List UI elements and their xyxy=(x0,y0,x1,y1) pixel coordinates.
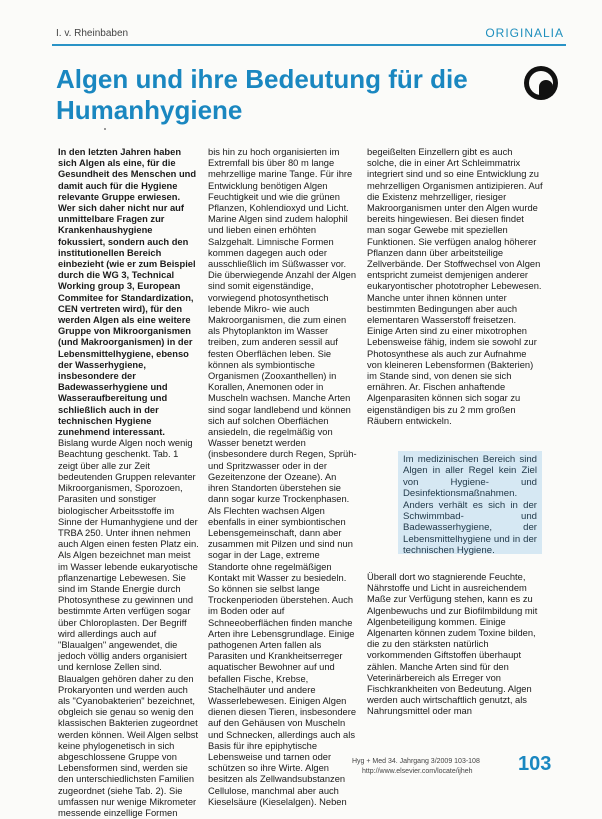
pull-quote-box: Im medizinischen Bereich sind Algen in aller Regel kein Ziel von Hygiene- und Desinfektionsmaßnahmen. Anders verhält es sich in der Schwimmbad- und Badewasserhygiene, der Lebensmittelhygiene und in der technischen Hygiene. xyxy=(398,451,542,554)
header-rule xyxy=(52,44,566,46)
running-author: I. v. Rheinbaben xyxy=(56,28,129,39)
decorative-dot xyxy=(104,128,106,130)
column-3-continued xyxy=(367,572,543,768)
footer-journal-citation: Hyg + Med 34. Jahrgang 3/2009 103-108 xyxy=(352,758,480,765)
body-paragraph: bis hin zu hoch organisierten im Extremfall bis über 80 m lange mehrzellige marine Tange. Für ihre Entwicklung benötigen Algen Feuchtigkeit und wie die grünen Pflanzen, Kohlendioxyd und Licht. Marine Algen sind zudem halophil und lieben einen erhöhten Salzgehalt. Limnische Formen kommen dagegen auch oder ausschließlich im Süßwasser vor. Die überwiegende Anzahl der Algen sind somit eigenständige, vorwiegend photosynthetisch lebende Mikro- wie auch Makroorganismen, die zum einen als Phytoplankton im Wasser treiben, zum anderen sessil auf festen Oberflächen leben. Sie können als symbiontische Organismen (Zooxanthellen) in Korallen, Anemonen oder in Muscheln wachsen. Manche Arten sind sogar landlebend und können sich auf solchen Oberflächen ansiedeln, die regelmäßig von Wasser benetzt werden (insbesondere durch Regen, Sprüh- und Spritzwasser oder in der Gezeitenzone der Ozeane). An ihren Standorten überstehen sie dann sogar kurze Trockenphasen. Als Flechten wachsen Algen ebenfalls in einer symbiontischen Lebensgemeinschaft, dann aber zusammen mit Pilzen und sind nun sogar in der Lage, extreme Standorte ohne regelmäßigen Kontakt mit Wasser zu besiedeln. So können sie selbst lange Trockenperioden überstehen. Auch im Boden oder auf Schneeoberflächen finden manche Arten ihre Lebensgrundlage. Einige pathogenen Arten fallen als Parasiten und Krankheitserreger aquatischer Bewohner auf und befallen Fische, Krebse, Stachelhäuter und andere Wasserlebewesen. Einigen Algen dienen diesen Tieren, insbesondere auf den Gehäusen von Muscheln und Schnecken, allerdings auch als Basis für ihre epiphytische Lebensweise und tarnen oder schützen so ihre Wirte. Algen besitzen als Zellwandsubstanzen Cellulose, manchmal aber auch Kieselsäure (Kieselalgen). Neben xyxy=(208,147,357,807)
journal-seal-icon xyxy=(524,66,558,100)
column-3 xyxy=(367,147,543,467)
column-2 xyxy=(208,147,358,807)
footer-url: http://www.elsevier.com/locate/ijheh xyxy=(362,768,473,775)
body-paragraph: Bislang wurde Algen noch wenig Beachtung geschenkt. Tab. 1 zeigt über alle zur Zeit bedeutenden Gruppen relevanter Mikroorganismen, Sporozoen, Parasiten und sonstiger biologischer Arbeitsstoffe im Sinne der Humanhygiene und der TRBA 250. Unter ihnen nehmen auch Algen einen festen Platz ein. Als Algen bezeichnet man meist im Wasser lebende eukaryotische pflanzenartige Lebewesen. Sie sind im Stande Energie durch Photosynthese zu gewinnen und bestimmte Arten verfügen sogar über Chloroplasten. Der Begriff wird allerdings auch auf "Blaualgen" angewendet, die jedoch völlig anders organisiert und kernlose Zellen sind. Blaualgen gehören daher zu den Prokaryonten und werden auch als "Cyanobakterien" bezeichnet, obgleich sie genau so wenig den klassischen Bakterien zugeordnet werden können. Weil Algen selbst keine phylogenetisch in sich abgeschlossene Gruppe von Lebensformen sind, werden sie den unterschiedlichsten Familien zugeordnet (siehe Tab. 2). Sie umfassen nur wenige Mikrometer messende einzellige Formen xyxy=(58,438,199,818)
article-title: Algen und ihre Bedeutung für die Humanhygiene xyxy=(56,64,468,125)
body-paragraph: Überall dort wo stagnierende Feuchte, Nährstoffe und Licht in ausreichendem Maße zur Verfügung stehen, kann es zu Algenbewuchs und zur Biofilmbildung mit Algenbeteiligung kommen. Einige Algenarten können zudem Toxine bilden, die zu den stärksten natürlich vorkommenden Giftstoffen überhaupt zählen. Manche Arten sind für den Veterinärbereich als Erreger von Fischkrankheiten von Bedeutung. Algen werden auch wirtschaftlich genutzt, als Nahrungsmittel oder man xyxy=(367,572,538,717)
section-label: ORIGINALIA xyxy=(485,26,564,40)
lead-paragraph: In den letzten Jahren haben sich Algen als eine, für die Gesundheit des Menschen und damit auch für die Hygiene relevante Gruppe erwiesen. Wer sich daher nicht nur auf unmittelbare Fragen zur Krankenhaushygiene fokussiert, sondern auch den institutionellen Bereich einbezieht (wie er zum Beispiel durch die WG 3, Technical Working group 3, European Commitee for Standardization, CEN vertreten wird), für den werden Algen als eine weitere Gruppe von Mikroorganismen (und Makroorganismen) in der Lebensmittelhygiene, ebenso der Wasserhygiene, insbesondere der Badewasserhygiene und Wasseraufbereitung und schließlich auch in der technischen Hygiene zunehmend interessant. xyxy=(58,147,197,438)
column-1 xyxy=(58,147,200,818)
page-number: 103 xyxy=(518,753,552,775)
body-paragraph: begeißelten Einzellern gibt es auch solche, die in einer Art Schleimmatrix integriert sind und so eine Entwicklung zu mehrzelligen Organismen antizipieren. Auf die Existenz mehrzelliger, riesiger Makroorganismen unter den Algen wurde bereits hingewiesen. Bei diesen findet man sogar Gewebe mit speziellen Funktionen. Sie verfügen analog höherer Pflanzen dann über arbeitsteilige Zellverbände. Der Stoffwechsel von Algen entspricht zumeist demjenigen anderer eukaryontischer phototropher Lebewesen. Manche unter ihnen können unter bestimmten Bedingungen aber auch elementaren Wasserstoff freisetzen. Einige Arten sind zu einer mixotrophen Lebensweise fähig, indem sie sowohl zur Photosynthese als auch zur Aufnahme von kleineren Lebensformen (Bakterien) im Stande sind, von denen sie sich ernähren. Ar. Fischen anhaftende Algenparasiten können sich sogar zu eigenständigen bis zu 2 mm großen Räubern entwickeln. xyxy=(367,147,543,426)
